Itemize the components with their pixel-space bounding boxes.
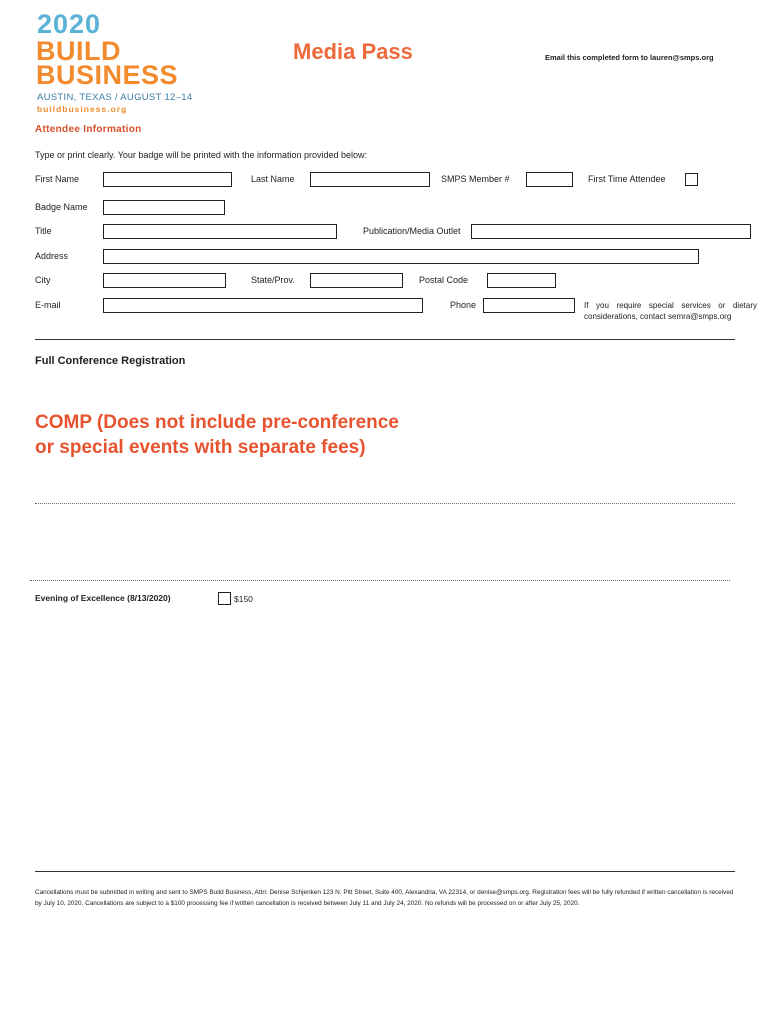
last-name-field[interactable] (310, 172, 430, 187)
first-time-label: First Time Attendee (588, 174, 666, 184)
special-services-note: If you require special services or dietary considerations, contact semra@smps.org (584, 301, 757, 321)
logo-year: 2020 (37, 9, 102, 39)
smps-member-field[interactable] (526, 172, 573, 187)
dotted-divider (35, 503, 735, 504)
footer-divider (35, 871, 735, 872)
evening-label: Evening of Excellence (8/13/2020) (35, 593, 171, 603)
postal-code-label: Postal Code (419, 275, 469, 285)
title-field[interactable] (103, 224, 337, 239)
postal-code-field[interactable] (487, 273, 556, 288)
first-name-field[interactable] (103, 172, 232, 187)
cancellation-policy: Cancellations must be submitted in writing and sent to SMPS Build Business, Attn: Denise Schjenken 123 N. Pitt Street, Suite 400, Alexandria, VA 22314, or denise@smps.org. Registration fees will be fully refunded if written cancellation is received by July 10, 2020. Cancellations are subject to a $100 processing fee if written cancellation is received between July 11 and July 24, 2020. No refunds will be processed on or after July 25, 2020. (35, 889, 734, 907)
registration-heading: Full Conference Registration (35, 355, 186, 367)
address-label: Address (35, 251, 69, 261)
comp-line-2: or special events with separate fees) (35, 437, 366, 458)
phone-field[interactable] (483, 298, 575, 313)
evening-price: $150 (234, 594, 253, 604)
email-note: Email this completed form to lauren@smps.org (545, 53, 714, 62)
city-field[interactable] (103, 273, 226, 288)
email-field[interactable] (103, 298, 423, 313)
publication-label: Publication/Media Outlet (363, 226, 461, 236)
logo-url: buildbusiness.org (37, 104, 128, 114)
logo-business: BUSINESS (36, 60, 179, 90)
badge-name-field[interactable] (103, 200, 225, 215)
phone-label: Phone (450, 300, 477, 310)
first-name-label: First Name (35, 174, 80, 184)
address-field[interactable] (103, 249, 699, 264)
state-field[interactable] (310, 273, 403, 288)
comp-line-1: COMP (Does not include pre-conference (35, 412, 399, 433)
badge-name-label: Badge Name (35, 202, 88, 212)
title-label: Title (35, 226, 52, 236)
dotted-divider (30, 580, 730, 581)
state-label: State/Prov. (251, 275, 295, 285)
first-time-checkbox[interactable] (685, 173, 698, 186)
logo-build: BUILD (36, 36, 121, 66)
instructions: Type or print clearly. Your badge will be printed with the information provided below: (35, 150, 368, 160)
page-title: Media Pass (293, 39, 413, 64)
email-label: E-mail (35, 300, 61, 310)
smps-member-label: SMPS Member # (441, 174, 510, 184)
publication-field[interactable] (471, 224, 751, 239)
logo-location: AUSTIN, TEXAS / AUGUST 12–14 (37, 92, 193, 103)
evening-checkbox[interactable] (218, 592, 231, 605)
attendee-heading: Attendee Information (35, 124, 142, 135)
last-name-label: Last Name (251, 174, 295, 184)
city-label: City (35, 275, 51, 285)
section-divider (35, 339, 735, 340)
